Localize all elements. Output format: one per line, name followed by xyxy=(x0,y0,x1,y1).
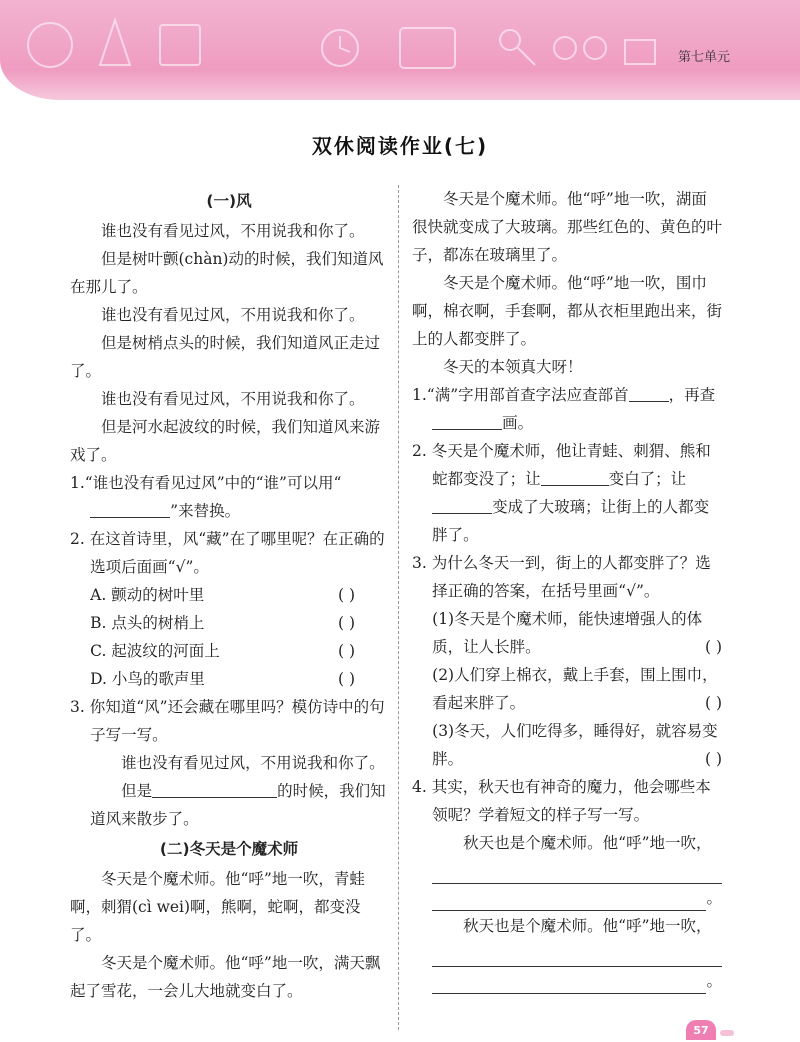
answer-blank[interactable] xyxy=(432,411,502,430)
answer-blank[interactable] xyxy=(152,779,277,798)
passage2-heading: (二)冬天是个魔术师 xyxy=(159,840,299,858)
page-number-decoration xyxy=(720,1030,734,1036)
option-row: (3)冬天，人们吃得多，睡得好，就容易变胖。 ( ) xyxy=(412,717,722,773)
option-row: (2)人们穿上棉衣，戴上手套，围上围巾，看起来胖了。 ( ) xyxy=(412,661,722,717)
imitation-fill: 但是 的时候，我们知道风来散步了。 xyxy=(70,777,388,833)
answer-parenthesis[interactable]: ( ) xyxy=(338,586,356,604)
left-column xyxy=(70,185,388,1005)
answer-parenthesis[interactable]: ( ) xyxy=(338,642,356,660)
poem-line: 但是河水起波纹的时候，我们知道风来游戏了。 xyxy=(70,418,381,464)
answer-blank[interactable] xyxy=(629,383,669,402)
poem-line: 但是树叶颤(chàn)动的时候，我们知道风在那儿了。 xyxy=(70,250,384,296)
answer-parenthesis[interactable]: ( ) xyxy=(704,694,722,712)
option-row: A. 颤动的树叶里 ( ) xyxy=(70,581,388,609)
writing-line[interactable] xyxy=(412,940,722,967)
poem-line: 谁也没有看见过风，不用说我和你了。 xyxy=(101,306,365,324)
poem-line: 但是树梢点头的时候，我们知道风正走过了。 xyxy=(70,334,381,380)
answer-blank[interactable] xyxy=(541,467,609,486)
page-number: 57 xyxy=(686,1020,716,1040)
option-row: D. 小鸟的歌声里 ( ) xyxy=(70,665,388,693)
answer-parenthesis[interactable]: ( ) xyxy=(338,614,356,632)
poem-line: 谁也没有看见过风，不用说我和你了。 xyxy=(101,222,365,240)
right-column xyxy=(412,185,722,995)
school-items-decoration-icon xyxy=(20,10,660,80)
question-1: 1.“谁也没有看见过风”中的“谁”可以用“”来替换。 xyxy=(70,474,342,520)
poem-line: 谁也没有看见过风，不用说我和你了。 xyxy=(101,390,365,408)
column-divider xyxy=(398,185,399,1030)
question-3: 3. 你知道“风”还会藏在哪里吗？模仿诗中的句子写一写。 xyxy=(70,698,385,744)
answer-parenthesis[interactable]: ( ) xyxy=(704,750,722,768)
writing-lead: 秋天也是个魔术师。他“呼”地一吹， xyxy=(463,917,712,935)
passage-paragraph: 冬天是个魔术师。他“呼”地一吹，围巾啊，棉衣啊，手套啊，都从衣柜里跑出来，街上的人都变胖了。 xyxy=(412,274,723,348)
writing-line[interactable]: 。 xyxy=(412,967,722,995)
answer-blank[interactable] xyxy=(432,495,492,514)
question-4: 4. 其实，秋天也有神奇的魔力，他会哪些本领呢？学着短文的样子写一写。 xyxy=(412,778,711,824)
question-2: 2. 冬天是个魔术师，他让青蛙、刺猬、熊和蛇都变没了；让 变白了；让变成了大玻璃；让街上的人都变胖了。 xyxy=(412,442,711,544)
imitation-line: 谁也没有看见过风，不用说我和你了。 xyxy=(121,754,385,772)
option-row: (1)冬天是个魔术师，能快速增强人的体质，让人长胖。 ( ) xyxy=(412,605,722,661)
passage1-heading: (一)风 xyxy=(206,192,252,210)
passage-paragraph: 冬天是个魔术师。他“呼”地一吹，满天飘起了雪花，一会儿大地就变白了。 xyxy=(70,954,381,1000)
question-2: 2. 在这首诗里，风“藏”在了哪里呢？在正确的选项后面画“√”。 xyxy=(70,530,385,576)
passage-paragraph: 冬天是个魔术师。他“呼”地一吹，青蛙啊，刺猬(cì wei)啊，熊啊，蛇啊，都变没了。 xyxy=(70,870,365,944)
passage-paragraph: 冬天是个魔术师。他“呼”地一吹，湖面很快就变成了大玻璃。那些红色的、黄色的叶子，都冻在玻璃里了。 xyxy=(412,190,723,264)
question-3: 3. 为什么冬天一到，街上的人都变胖了？选择正确的答案，在括号里画“√”。 xyxy=(412,554,711,600)
writing-lead: 秋天也是个魔术师。他“呼”地一吹， xyxy=(463,834,712,852)
answer-parenthesis[interactable]: ( ) xyxy=(338,670,356,688)
writing-line[interactable]: 。 xyxy=(412,884,722,912)
page-title: 双休阅读作业(七) xyxy=(311,134,489,158)
writing-line[interactable] xyxy=(412,857,722,884)
answer-parenthesis[interactable]: ( ) xyxy=(704,638,722,656)
option-row: B. 点头的树梢上 ( ) xyxy=(70,609,388,637)
answer-blank[interactable] xyxy=(90,499,170,518)
option-row: C. 起波纹的河面上 ( ) xyxy=(70,637,388,665)
passage-paragraph: 冬天的本领真大呀！ xyxy=(443,358,583,376)
question-1: 1.“满”字用部首查字法应查部首 ，再查画。 xyxy=(412,381,722,437)
unit-label: 第七单元 xyxy=(677,50,730,65)
